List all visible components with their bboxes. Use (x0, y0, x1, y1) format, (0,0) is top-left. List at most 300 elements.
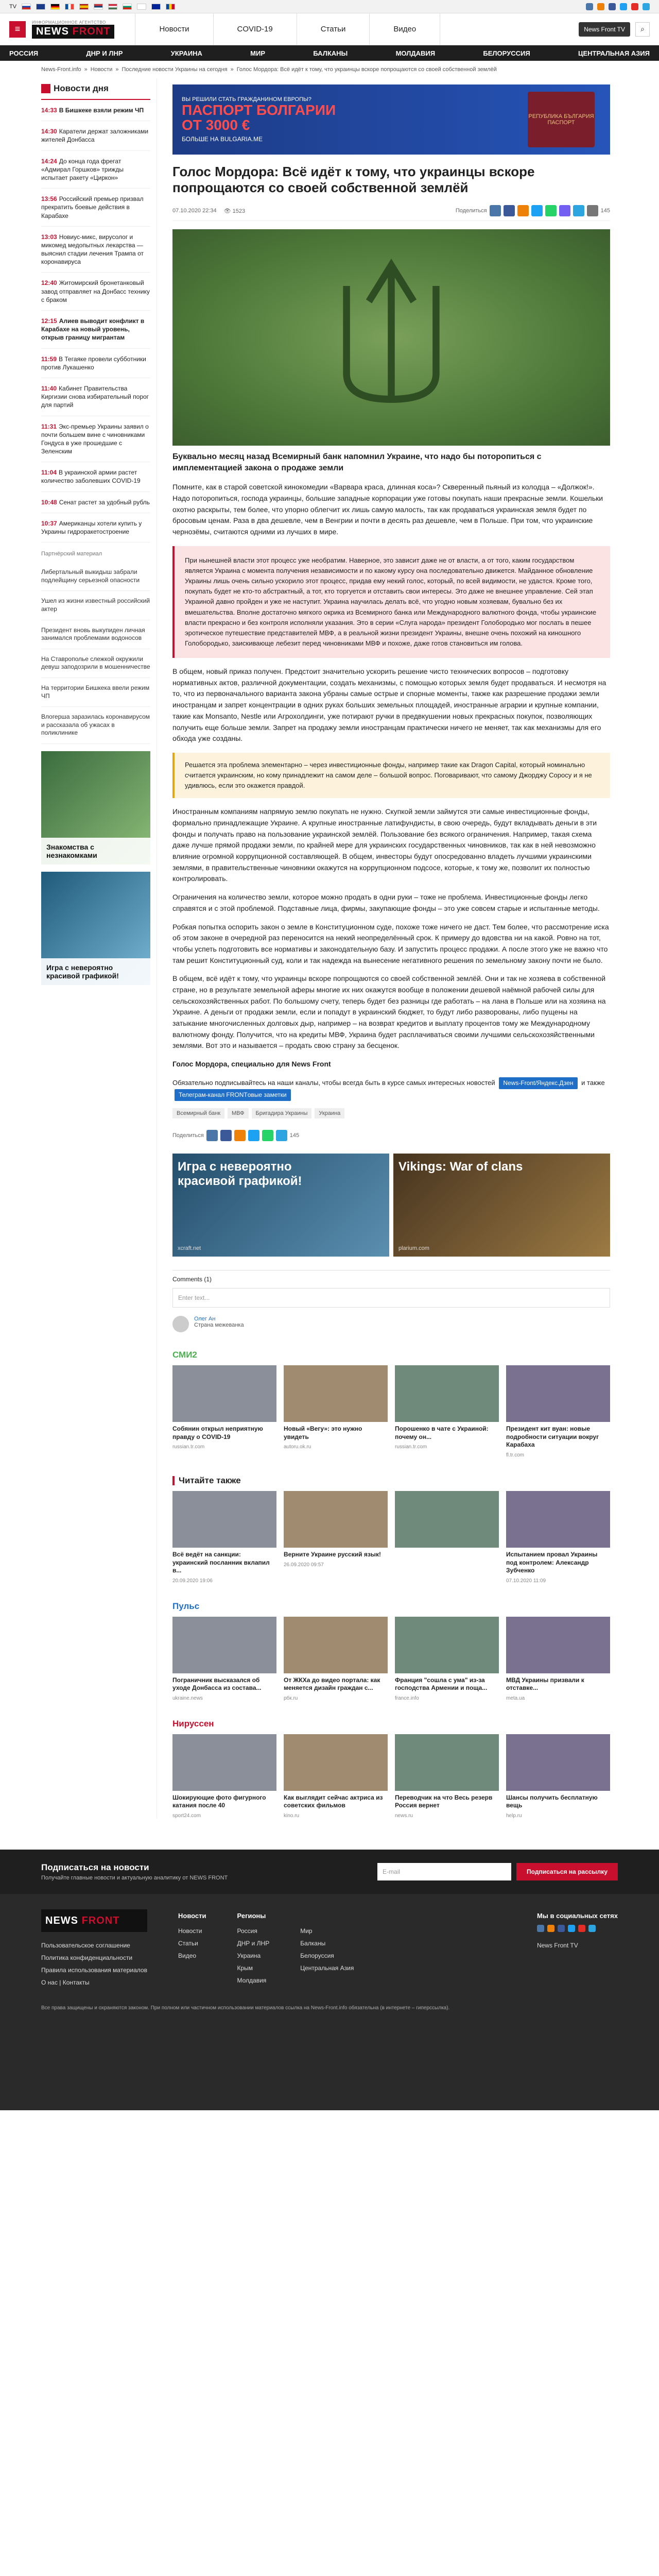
mid-ad-2-domain: plarium.com (398, 1245, 429, 1252)
footer-more-col (300, 1909, 354, 1989)
card-caption: От ЖКХа до видео портала: как меняется дизайн граждан с... (284, 1676, 380, 1692)
regions-bar (0, 45, 659, 61)
card-domain: help.ru (506, 1813, 522, 1819)
thumbnail (172, 1365, 276, 1422)
footer-tv-link[interactable]: News Front TV (536, 1942, 578, 1950)
sidebar-news-item[interactable] (41, 462, 150, 492)
news-time: 12:40 (41, 279, 57, 287)
pulse-grid (172, 1617, 610, 1701)
card-time: 26.09.2020 09:57 (284, 1562, 324, 1568)
region-world[interactable]: МИР (250, 49, 265, 57)
flag-ba-icon[interactable] (151, 4, 161, 10)
vk-icon[interactable] (586, 3, 593, 10)
list-item[interactable] (506, 1491, 610, 1584)
sidebar-news-item[interactable] (41, 311, 150, 349)
paragraph-4: Ограничения на количество земли, которое можно продать в одни руки – тоже не проблема. Инвестиционные фонды легко справятся и с этой проблемой. Подставные лица, фирмы, закупающие фонды – это уже совсем старые и испытанные методы. (172, 893, 600, 912)
passport-text: РЕПУБЛИКА БЪЛГАРИЯ ПАСПОРТ (528, 113, 594, 126)
footer-link[interactable]: Молдавия (237, 1977, 267, 1985)
readalso-grid (172, 1491, 610, 1584)
footer-logo-b: FRONT (81, 1915, 120, 1927)
sidebar-news-list (41, 100, 150, 543)
list-item[interactable] (284, 1491, 388, 1584)
list-item[interactable] (506, 1617, 610, 1701)
pulse-header (172, 1601, 610, 1612)
list-item[interactable] (284, 1734, 388, 1819)
share-count: 145 (600, 208, 610, 214)
article-body (172, 482, 610, 1070)
footer-note: Все права защищены и охраняются законом. При полном или частичном использовании материалов ссылка на News-Front.info обязательна (в интернете – гиперссылка). (41, 2005, 450, 2011)
article-photo (172, 229, 610, 472)
banner-line1: ПАСПОРТ БОЛГАРИИ (182, 101, 336, 118)
region-balkans[interactable]: БАЛКАНЫ (313, 49, 348, 57)
logo-tagline: ИНФОРМАЦИОННОЕ АГЕНТСТВО (32, 20, 106, 25)
thumbnail (284, 1617, 388, 1673)
footer-link[interactable]: Центральная Азия (300, 1964, 354, 1972)
mid-ads (172, 1154, 610, 1257)
pulse-title: Пульс (172, 1601, 200, 1611)
footer-link[interactable]: Белоруссия (300, 1952, 334, 1960)
card-caption: Всё ведёт на санкции: украинский посланник вклапил в... (172, 1550, 270, 1574)
news-time: 13:03 (41, 233, 57, 241)
share-vk-icon[interactable] (206, 1130, 218, 1141)
sidebar-news-item[interactable] (41, 492, 150, 513)
footer-regions-col (237, 1909, 270, 1989)
telegram-channel-link[interactable]: Телеграм-канал FRONTовые заметки (175, 1089, 291, 1101)
news-time: 11:31 (41, 422, 57, 430)
thumbnail (172, 1617, 276, 1673)
footer-logo-a: NEWS (45, 1915, 78, 1927)
region-belarus[interactable]: БЕЛОРУССИЯ (483, 49, 530, 57)
subscribe-button[interactable]: Подписаться на рассылку (516, 1863, 618, 1880)
thumbnail (395, 1491, 499, 1548)
news-time: 13:56 (41, 195, 57, 203)
card-domain: news.ru (395, 1813, 413, 1819)
news-text: Кабинет Правительства Киргизии снова избирательный порог для партий (41, 384, 149, 409)
sidebar-news-item[interactable] (41, 349, 150, 378)
flag-ge-icon[interactable] (137, 4, 146, 10)
news-text: Новиус-микс, вирусолог и микомед медопытных лекарства — выяснил стадии лечения Трампа от коронавируса (41, 233, 144, 266)
tag[interactable]: Бригадира Украины (252, 1108, 312, 1118)
footer-link[interactable]: Статьи (178, 1940, 198, 1947)
news-day-icon (41, 84, 50, 93)
smi2-grid (172, 1365, 610, 1458)
card-domain: meta.ua (506, 1695, 525, 1701)
mid-ad-1-domain: xcraft.net (178, 1245, 201, 1252)
partner-link[interactable]: Влогерша заразилась коронавирусом и рассказала об ужасах в поликлинике (41, 707, 150, 744)
readalso-header (172, 1476, 610, 1486)
subscribe-channels (172, 1077, 610, 1101)
zen-channel-link[interactable]: News-Front/Яндекс.Дзен (499, 1077, 577, 1089)
news-text: Американцы хотели купить у Украины гидроракетостроение (41, 519, 142, 535)
sidebar-news-item[interactable] (41, 513, 150, 543)
footer-news-title: Новости (178, 1912, 206, 1920)
telegram-icon[interactable] (643, 3, 650, 10)
share-twitter-icon[interactable] (531, 205, 543, 216)
comment-input[interactable]: Enter text... (172, 1288, 610, 1308)
menu-icon[interactable]: ≡ (9, 21, 26, 38)
thumbnail (284, 1491, 388, 1548)
comment-user[interactable]: Олег Ан (194, 1316, 216, 1323)
footer (0, 1894, 659, 2110)
sidebar-news-item[interactable] (41, 151, 150, 189)
card-caption: МВД Украины призвали к отставке... (506, 1676, 584, 1692)
sidebar-news-item[interactable] (41, 100, 150, 121)
card-caption: Шансы получить бесплатную вещь (506, 1793, 598, 1809)
card-caption: Испытанием провал Украины под контролем: Александр Зубченко (506, 1550, 598, 1574)
logo-name-b: FRONT (72, 25, 111, 37)
article-date: 07.10.2020 22:34 (172, 208, 217, 214)
share-bar-bottom-icons (172, 1130, 299, 1141)
footer-more-title (300, 1909, 354, 1923)
list-item[interactable] (172, 1491, 276, 1584)
twitter-icon[interactable] (620, 3, 627, 10)
footer-link[interactable]: Политика конфиденциальности (41, 1954, 133, 1962)
facebook-icon[interactable] (558, 1925, 565, 1932)
flag-ru-icon[interactable] (22, 4, 31, 10)
footer-link[interactable]: Видео (178, 1952, 197, 1960)
card-domain: kino.ru (284, 1813, 300, 1819)
email-field[interactable]: E-mail (377, 1863, 511, 1880)
news-time: 10:37 (41, 519, 57, 527)
card-caption: Собянин открыл неприятную правду о COVID-19 (172, 1425, 263, 1440)
nav-covid[interactable]: COVID-19 (213, 13, 297, 45)
share-whatsapp-icon[interactable] (262, 1130, 273, 1141)
sidebar-news-item[interactable] (41, 227, 150, 273)
sidebar-title (41, 78, 150, 100)
article-meta (172, 201, 610, 221)
breadcrumb-home[interactable]: News-Front.info (41, 66, 81, 73)
partner-link[interactable]: Ушел из жизни известный российский актер (41, 591, 150, 620)
nav-video[interactable]: Видео (369, 13, 440, 45)
news-front-tv-button[interactable]: News Front TV (579, 22, 630, 37)
readalso-bar (172, 1476, 175, 1485)
thumbnail (395, 1365, 499, 1422)
sidebar-news-item[interactable] (41, 189, 150, 227)
share-viber-icon[interactable] (559, 205, 570, 216)
twitter-icon[interactable] (568, 1925, 575, 1932)
smi2-header (172, 1350, 610, 1360)
sidebar-news-item[interactable] (41, 378, 150, 416)
flag-uk-icon[interactable] (36, 4, 45, 10)
flag-fr-icon[interactable] (65, 4, 74, 10)
thumbnail (395, 1734, 499, 1791)
news-time: 11:59 (41, 355, 57, 363)
tag[interactable]: Украина (315, 1108, 344, 1118)
card-domain: fl.tr.com (506, 1452, 525, 1458)
sidebar (41, 78, 157, 1819)
article-main (157, 78, 610, 1819)
list-item[interactable] (284, 1365, 388, 1458)
breadcrumb-news[interactable]: Новости (90, 66, 113, 73)
news-text: В Тегаяке провели субботники против Лукашенко (41, 355, 146, 371)
card-domain: ukraine.news (172, 1695, 203, 1701)
footer-link[interactable]: Пользовательское соглашение (41, 1942, 130, 1950)
paragraph-3: Иностранным компаниям напрямую землю покупать не нужно. Скупкой земли займутся эти самые инвестиционные фонды, формально принадлежащие Украине. А крупные иностранные латифундисты, в свою очередь, будут вкладывать деньги в эти фонды и получать право на пользование украинской землёй. Пользование без всякого ограничения. Например, такая схема даже лучше прямой продажи земли, по крайней мере для украинских государственных чиновников, так как в ней невозможно влияние огромной коррупционной составляющей. В общем, инвесторы будут опосредованно владеть лучшими украинскими землями, в правительственные чиновники окажутся на коррупционном подсосе, которые, к тому же, позволит их полностью контролировать. (172, 807, 597, 883)
region-ukraine[interactable]: УКРАИНА (170, 49, 202, 57)
sidebar-title-text: Новости дня (54, 83, 109, 93)
share-count-bottom: 145 (289, 1132, 300, 1139)
footer-link[interactable]: Россия (237, 1927, 257, 1935)
article-lead: Буквально месяц назад Всемирный банк напомнил Украине, что надо бы поторопиться с имплементацией закона о продаже земли (172, 452, 542, 472)
card-domain: рбк.ru (284, 1695, 298, 1701)
breadcrumb-ukraine[interactable]: Последние новости Украины на сегодня (122, 66, 228, 73)
region-moldova[interactable]: МОЛДАВИЯ (395, 49, 436, 57)
top-bar (0, 0, 659, 13)
comment-content (194, 1316, 244, 1332)
avatar (172, 1316, 189, 1332)
banner-line2: ОТ 3000 € (182, 117, 250, 133)
thumbnail (506, 1491, 610, 1548)
share-bar-bottom (172, 1126, 610, 1145)
list-item[interactable] (395, 1617, 499, 1701)
card-caption: Новый «Вегу»: это нужно увидеть (284, 1425, 362, 1440)
region-russia[interactable]: РОССИЯ (9, 49, 39, 57)
smi2-title: СМИ2 (172, 1350, 197, 1360)
news-time: 14:30 (41, 128, 57, 135)
thumbnail (284, 1365, 388, 1422)
sidebar-news-item[interactable] (41, 416, 150, 463)
list-item[interactable] (506, 1365, 610, 1458)
article-title: Голос Мордора: Всё идёт к тому, что украинцы вскоре попрощаются со своей собственной землёй (172, 164, 535, 196)
subscribe-title: Подписаться на новости (41, 1862, 149, 1873)
news-text: Экс-премьер Украины заявил о почти большем вине с чиновниками Гондуса в уже прошедшие с Зеленским (41, 422, 149, 455)
news-text: Российский премьер призвал прекратить боевые действия в Карабахе (41, 195, 144, 219)
list-item[interactable] (284, 1617, 388, 1701)
sidebar-ad-1[interactable] (41, 751, 150, 865)
subscribe-bar (0, 1850, 659, 1894)
flag-bg-icon[interactable] (123, 4, 132, 10)
card-caption: Шокирующие фото фигурного катания после 40 (172, 1793, 266, 1809)
partner-link[interactable]: Президент вновь выкупиден личная занимался проблемами водоносов (41, 620, 150, 649)
footer-news-col (178, 1909, 206, 1989)
thumbnail (172, 1734, 276, 1791)
share-whatsapp-icon[interactable] (545, 205, 557, 216)
partner-link[interactable]: На Ставрополье слежкой окружили девуш заподозрили в мошенничестве (41, 649, 150, 678)
banner-text (182, 96, 336, 143)
news-time: 14:33 (41, 107, 57, 114)
banner-cta: БОЛЬШЕ НА BULGARIA.ME (182, 135, 263, 143)
mid-ad-1-caption: Игра с невероятно красивой графикой! (178, 1160, 302, 1188)
site-logo[interactable] (32, 20, 114, 39)
card-time: 20.09.2020 19:06 (172, 1578, 213, 1584)
share-vk-icon[interactable] (490, 205, 501, 216)
logo-name-a: NEWS (36, 25, 69, 37)
logo-name (32, 25, 114, 39)
card-domain: russian.tr.com (172, 1444, 205, 1450)
footer-left (41, 1909, 147, 1989)
share-label: Поделиться (455, 208, 487, 214)
card-domain: sport24.com (172, 1813, 201, 1819)
thumbnail (395, 1617, 499, 1673)
partner-links (41, 562, 150, 744)
card-caption: Президент кит вуан: новые подробности ситуации вокруг Карабаха (506, 1425, 599, 1449)
passport-image (528, 92, 595, 147)
news-time: 10:48 (41, 498, 57, 506)
thumbnail (506, 1734, 610, 1791)
card-caption: Переводчик на что Весь резерв Россия вернет (395, 1793, 493, 1809)
header-right (579, 22, 650, 37)
footer-link[interactable]: О нас | Контакты (41, 1979, 90, 1987)
field-trident-image (172, 229, 610, 446)
telegram-icon[interactable] (588, 1925, 596, 1932)
share-facebook-icon[interactable] (220, 1130, 232, 1141)
list-item[interactable] (172, 1617, 276, 1701)
news-text: До конца года фрегат «Адмирал Горшков» трижды испытает ракету «Циркон» (41, 157, 124, 181)
site-header (0, 13, 659, 45)
thumbnail (506, 1365, 610, 1422)
list-item[interactable] (506, 1734, 610, 1819)
news-time: 14:24 (41, 157, 57, 165)
footer-regions-title: Регионы (237, 1912, 266, 1920)
quote-block-1: При нынешней власти этот процесс уже необратим. Наверное, это зависит даже не от власти, а от того, каким государством является Украина с момента получения независимости и по какому курсу она последовательно движется. Майданное обновление Украины лишь очень сильно ускорило этот процесс, придав ему некий голос, который, по всей видимости, не удастся. Кроме того, покупать будет не кто-то абстрактный, а тот, кто торгуется и отставить свои интересы. Это даже не внешнее управление. Сей этап Украиной давно пройден и уже не наступит. Украина научилась делать всё, что угодно новым хозяевам, бувально без их вмешательства. Вполне достаточно мягкого окрика из Всемирного банка или Международного валютного фонда, чтобы украинские власти прекрасно и без контроля исполняли указания. Это в серии «Слуга народа» президент Голобородько мог послать в пешее эротическое путешествие представителей МВФ, а в реальной жизни президент Украины, внешне очень похожий на киношного Голобородько, заискивающе лебезит перед чиновниками МВФ и похоже, даже готов становиться им голова. (172, 546, 610, 658)
footer-link[interactable]: Балканы (300, 1940, 326, 1947)
comment-item (172, 1316, 610, 1332)
news-text: Алиев выводит конфликт в Карабахе на новый уровень, открыв границу мигрантам (41, 317, 145, 342)
search-icon[interactable]: ⌕ (635, 22, 650, 37)
sidebar-ad-2[interactable] (41, 872, 150, 985)
readalso-title: Читайте также (179, 1475, 241, 1485)
banner-small: ВЫ РЕШИЛИ СТАТЬ ГРАЖДАНИНОМ ЕВРОПЫ? (182, 96, 311, 103)
footer-logo[interactable] (41, 1909, 147, 1932)
tag[interactable]: Всемирный банк (172, 1108, 224, 1118)
list-item[interactable] (395, 1491, 499, 1584)
sidebar-news-item[interactable] (41, 273, 150, 311)
native-header (172, 1719, 610, 1729)
sidebar-news-item[interactable] (41, 121, 150, 150)
card-caption: Как выглядит сейчас актриса из советских фильмов (284, 1793, 383, 1809)
breadcrumb-current: Голос Мордора: Всё идёт к тому, что украинцы вскоре попрощаются со своей собственной землёй (236, 66, 497, 73)
channels-prefix: Обязательно подписывайтесь на наши каналы, чтобы всегда быть в курсе самых интересных новостей (172, 1078, 495, 1087)
paragraph-2: В общем, новый приказ получен. Предстоит значительно ускорить решение чисто технических вопросов – подготовку нормативных актов, различной документации, создать механизмы, с помощью которых земля будет продаваться. И несмотря на то, что из первоначального варианта закона убраны самые острые и спорные моменты, также как разрешение продажи земли иностранцам и запрет концентрации в одних руках больших земельных площадей, иностранные аграрии и крупные компании, такие как Monsanto, Nestle или Агрохолдинги, уже потирают ручки в предвкушении новых прекрасных покупок, позволяющих получить еще больше земли. Запрет на продажу земли иностранцам практически ничего не меняет, так как механизмы для его обхода уже созданы. (172, 667, 606, 743)
views-count: 👁 1523 (223, 208, 246, 214)
page-body (0, 78, 659, 1819)
flag-es-icon[interactable] (79, 4, 89, 10)
paragraph-6: В общем, всё идёт к тому, что украинцы вскоре попрощаются со своей собственной землёй. Они и так не хозяева в собственной стране, но в результате земельной аферы многие их них окажутся вообще в положении дешевой наёмной рабочей силы для сельскохозяйственных работ. По большому счету, теперь будет без разницы где работать – на лана в Польше или на хозяина на Украине. А деньги от продажи земли, если и попадут в украинский бюджет, то будут либо разворованы, либо пущены на затыкание многочисленных долговых дыр, например – на возврат кредитов и выплату процентов тому же Международному валютному фонду. Получится, что на кредиты МВФ, Украина будет расплачиваться своими лучшими сельскохозяйственными землями. Вот это и называется – продать свою страну за бесценок. (172, 974, 606, 1050)
sidebar-ad-1-caption: Знакомства с незнакомками (41, 838, 150, 865)
youtube-icon[interactable] (578, 1925, 585, 1932)
mid-ad-1[interactable] (172, 1154, 389, 1257)
news-text: В украинской армии растет количество заболевших COVID-19 (41, 469, 141, 485)
footer-link[interactable]: Новости (178, 1927, 202, 1935)
share-ok-icon[interactable] (234, 1130, 246, 1141)
partner-link[interactable]: Либертальный выкидыш забрали подлейщину серьезной опасности (41, 562, 150, 591)
tag[interactable]: МВФ (228, 1108, 249, 1118)
paragraph-5: Робкая попытка оспорить закон о земле в Конституционном суде, похоже тоже ничего не даст. Тем более, что рассмотрение иска об этом законе в очередной раз переносится на некий неопределённый срок. К примеру до вдовства ни на какой. Ровно на тот, чтобы успеть подготовить все нормативы и законодательную базу. И запустить процесс продажи. А после этого уже не важно что там решит Конституционный суд, коли и так надежда на вынесение негативного решения по земельному закону почти не было. (172, 922, 609, 964)
news-text: Каратели держат заложниками жителей Донбасса (41, 128, 149, 144)
ok-icon[interactable] (597, 3, 604, 10)
share-ok-icon[interactable] (517, 205, 529, 216)
list-item[interactable] (395, 1734, 499, 1819)
paragraph-1: Помните, как в старой советской кинокомедии «Варвара краса, длинная коса»? Скверенный пьяный из колодца – «Должок!». Надо поторопиться, господа украинцы, большие западные корпорации уже готовы покупать наши прекрасные земли. Кошельки охотно раскрыты, тем более, что упорно облегчит их лишь самую малость, так как продаваться украинская земля будет по бросовым ценам. Раза в два дешевле, чем в Венгрии и почти в десять раз дешевле, чем в Польше. При том, что украинские чернозёмы, считаются одними из лучших в мире. (172, 483, 603, 536)
list-item[interactable] (172, 1365, 276, 1458)
ok-icon[interactable] (547, 1925, 554, 1932)
share-twitter-icon[interactable] (248, 1130, 259, 1141)
news-time: 12:15 (41, 317, 57, 325)
tv-label: TV (9, 3, 17, 10)
sidebar-ad-2-caption: Игра с невероятно красивой графикой! (41, 958, 150, 985)
footer-social-title: Мы в социальных сетях (536, 1912, 618, 1920)
news-time: 11:40 (41, 384, 57, 392)
mid-ad-2[interactable] (393, 1154, 610, 1257)
card-caption: Верните Украине русский язык! (284, 1550, 381, 1558)
share-facebook-icon[interactable] (504, 205, 515, 216)
share-label-bottom: Поделиться (172, 1132, 204, 1139)
channels-mid: и также (581, 1078, 605, 1087)
card-domain: france.info (395, 1695, 419, 1701)
nav-articles[interactable]: Статьи (297, 13, 370, 45)
news-text: В Бишкеке взяли режим ЧП (59, 107, 144, 114)
card-time: 07.10.2020 11:09 (506, 1578, 546, 1584)
subscribe-text (41, 1862, 228, 1881)
card-caption: Пограничник высказался об уходе Донбасса из состава... (172, 1676, 262, 1692)
flag-md-icon[interactable] (166, 4, 175, 10)
youtube-icon[interactable] (631, 3, 638, 10)
breadcrumb: News-Front.info » Новости » Последние новости Украины на сегодня » Голос Мордора: Всё идёт к тому, что украинцы вскоре попрощаются со своей собственной землёй (41, 66, 497, 73)
native-title: Нирусcен (172, 1718, 214, 1728)
footer-social-icons (537, 1925, 618, 1932)
share-email-icon[interactable] (587, 205, 598, 216)
region-dnr-lnr[interactable]: ДНР И ЛНР (86, 49, 123, 57)
footer-link[interactable]: Крым (237, 1964, 253, 1972)
footer-row (41, 1909, 618, 1989)
footer-link[interactable]: Мир (300, 1927, 313, 1935)
card-domain: russian.tr.com (395, 1444, 427, 1450)
main-nav (135, 13, 440, 45)
signature: Голос Мордора, специально для News Front (172, 1060, 331, 1069)
list-item[interactable] (172, 1734, 276, 1819)
list-item[interactable] (395, 1365, 499, 1458)
top-banner-ad[interactable] (172, 84, 610, 155)
flag-rs-icon[interactable] (94, 4, 103, 10)
comments-count[interactable]: Comments (1) (172, 1276, 212, 1283)
region-central-asia[interactable]: ЦЕНТРАЛЬНАЯ АЗИЯ (578, 49, 650, 57)
partner-link[interactable]: На территории Бишкека ввели режим ЧП (41, 678, 150, 707)
share-bar (456, 205, 610, 216)
flag-hu-icon[interactable] (108, 4, 117, 10)
thumbnail (172, 1491, 276, 1548)
footer-link[interactable]: Правила использования материалов (41, 1967, 147, 1974)
footer-link[interactable]: Украина (237, 1952, 261, 1960)
share-telegram-icon[interactable] (276, 1130, 287, 1141)
footer-logo-name (41, 1909, 147, 1932)
comment-text: Страна межеванка (194, 1322, 244, 1329)
facebook-icon[interactable] (609, 3, 616, 10)
card-domain: autoru.ok.ru (284, 1444, 311, 1450)
news-time: 11:04 (41, 469, 57, 477)
article-tags (172, 1108, 610, 1118)
thumbnail (506, 1617, 610, 1673)
news-text: Житомирский бронетанковый завод отправляет на Донбасс технику с браком (41, 279, 150, 303)
footer-link[interactable]: ДНР и ЛНР (237, 1940, 270, 1947)
card-caption: Порошенко в чате с Украиной: почему он... (395, 1425, 489, 1440)
news-text: Сенат растет за удобный рубль (59, 498, 150, 506)
card-caption: Франция "сошла с ума" из-за господства Армении и поща... (395, 1676, 488, 1692)
vk-icon[interactable] (537, 1925, 544, 1932)
share-telegram-icon[interactable] (573, 205, 584, 216)
partner-label: Партнёрский материал (41, 551, 102, 557)
comments-section (172, 1270, 610, 1332)
mid-ad-2-caption: Vikings: War of clans (398, 1160, 523, 1174)
flag-de-icon[interactable] (50, 4, 60, 10)
nav-news[interactable]: Новости (135, 13, 213, 45)
quote-block-2: Решается эта проблема элементарно – через инвестиционные фонды, например такие как Dragon Capital, который номинально считается украинским, но кому принадлежит на самом деле – большой вопрос. Поговаривают, что самому Джорджу Соросу и я не удивлюсь, если это окажется правдой. (172, 753, 610, 798)
footer-social-col (537, 1909, 618, 1989)
native-grid (172, 1734, 610, 1819)
social-icons-top (586, 3, 650, 10)
thumbnail (284, 1734, 388, 1791)
views-value: 1523 (232, 208, 246, 214)
subscribe-subtitle: Получайте главные новости и актуальную аналитику от NEWS FRONT (41, 1875, 228, 1882)
